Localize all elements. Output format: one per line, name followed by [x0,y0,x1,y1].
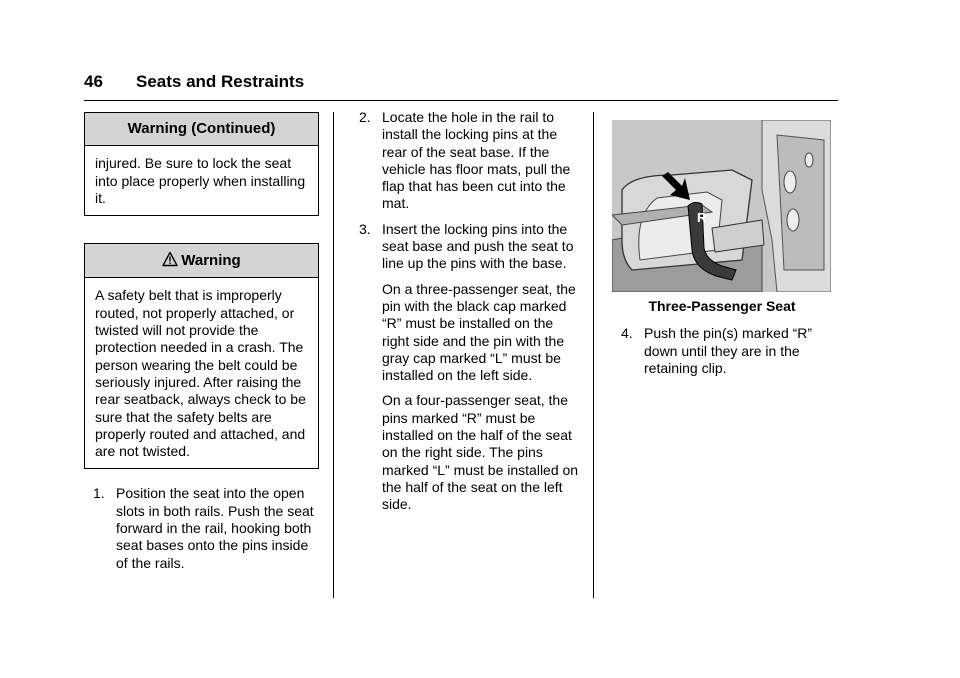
warning-icon [162,251,178,267]
section-title: Seats and Restraints [136,72,305,91]
step-3: 3. Insert the locking pins into the seat base and push the seat to line up the pins with the base. [359,220,574,272]
warning-text: A safety belt that is improperly routed, not properly attached, or twisted will not provide the protection needed in a crash. The person wearing the belt could be seriously injured. After raising the rear seatback, always check to be sure that the safety belts are properly routed and attached, and are not twisted. [95,287,306,460]
step-1: 1. Position the seat into the open slots in both rails. Push the seat forward in the rail, hooking both seat bases onto the pins inside of the rails. [93,485,314,571]
step-4: 4. Push the pin(s) marked “R” down until they are in the retaining clip. [621,325,813,376]
warning-continued-box [84,112,319,216]
warning-box [84,243,319,469]
column-divider [333,112,334,598]
column-right [612,120,832,377]
warning-continued-text: injured. Be sure to lock the seat into place properly when installing it. [95,155,306,206]
step-3-note-four-passenger: On a four-passenger seat, the pins marked “R” must be installed on the half of the seat on the right side. The pins marked “L” must be installed on the half of the seat on the left side. [382,392,579,513]
warning-title: Warning [181,252,241,270]
step-2: 2. Locate the hole in the rail to install the locking pins at the rear of the seat base. If the vehicle has floor mats, pull the flap that has been cut into the mat. [359,109,571,212]
column-middle [350,109,580,514]
column-left [84,112,319,572]
column-divider [593,112,594,598]
step-3-note-three-passenger: On a three-passenger seat, the pin with the black cap marked “R” must be installed on the right side and the pin with the gray cap marked “L” must be installed on the left side. [382,280,576,384]
page-number: 46 [84,72,103,91]
pin-label: R [697,210,707,225]
warning-header [85,244,318,278]
seat-pin-illustration [612,120,831,292]
figure-caption: Three-Passenger Seat [648,298,796,314]
warning-continued-title: Warning (Continued) [85,113,318,146]
page-header [84,70,838,101]
